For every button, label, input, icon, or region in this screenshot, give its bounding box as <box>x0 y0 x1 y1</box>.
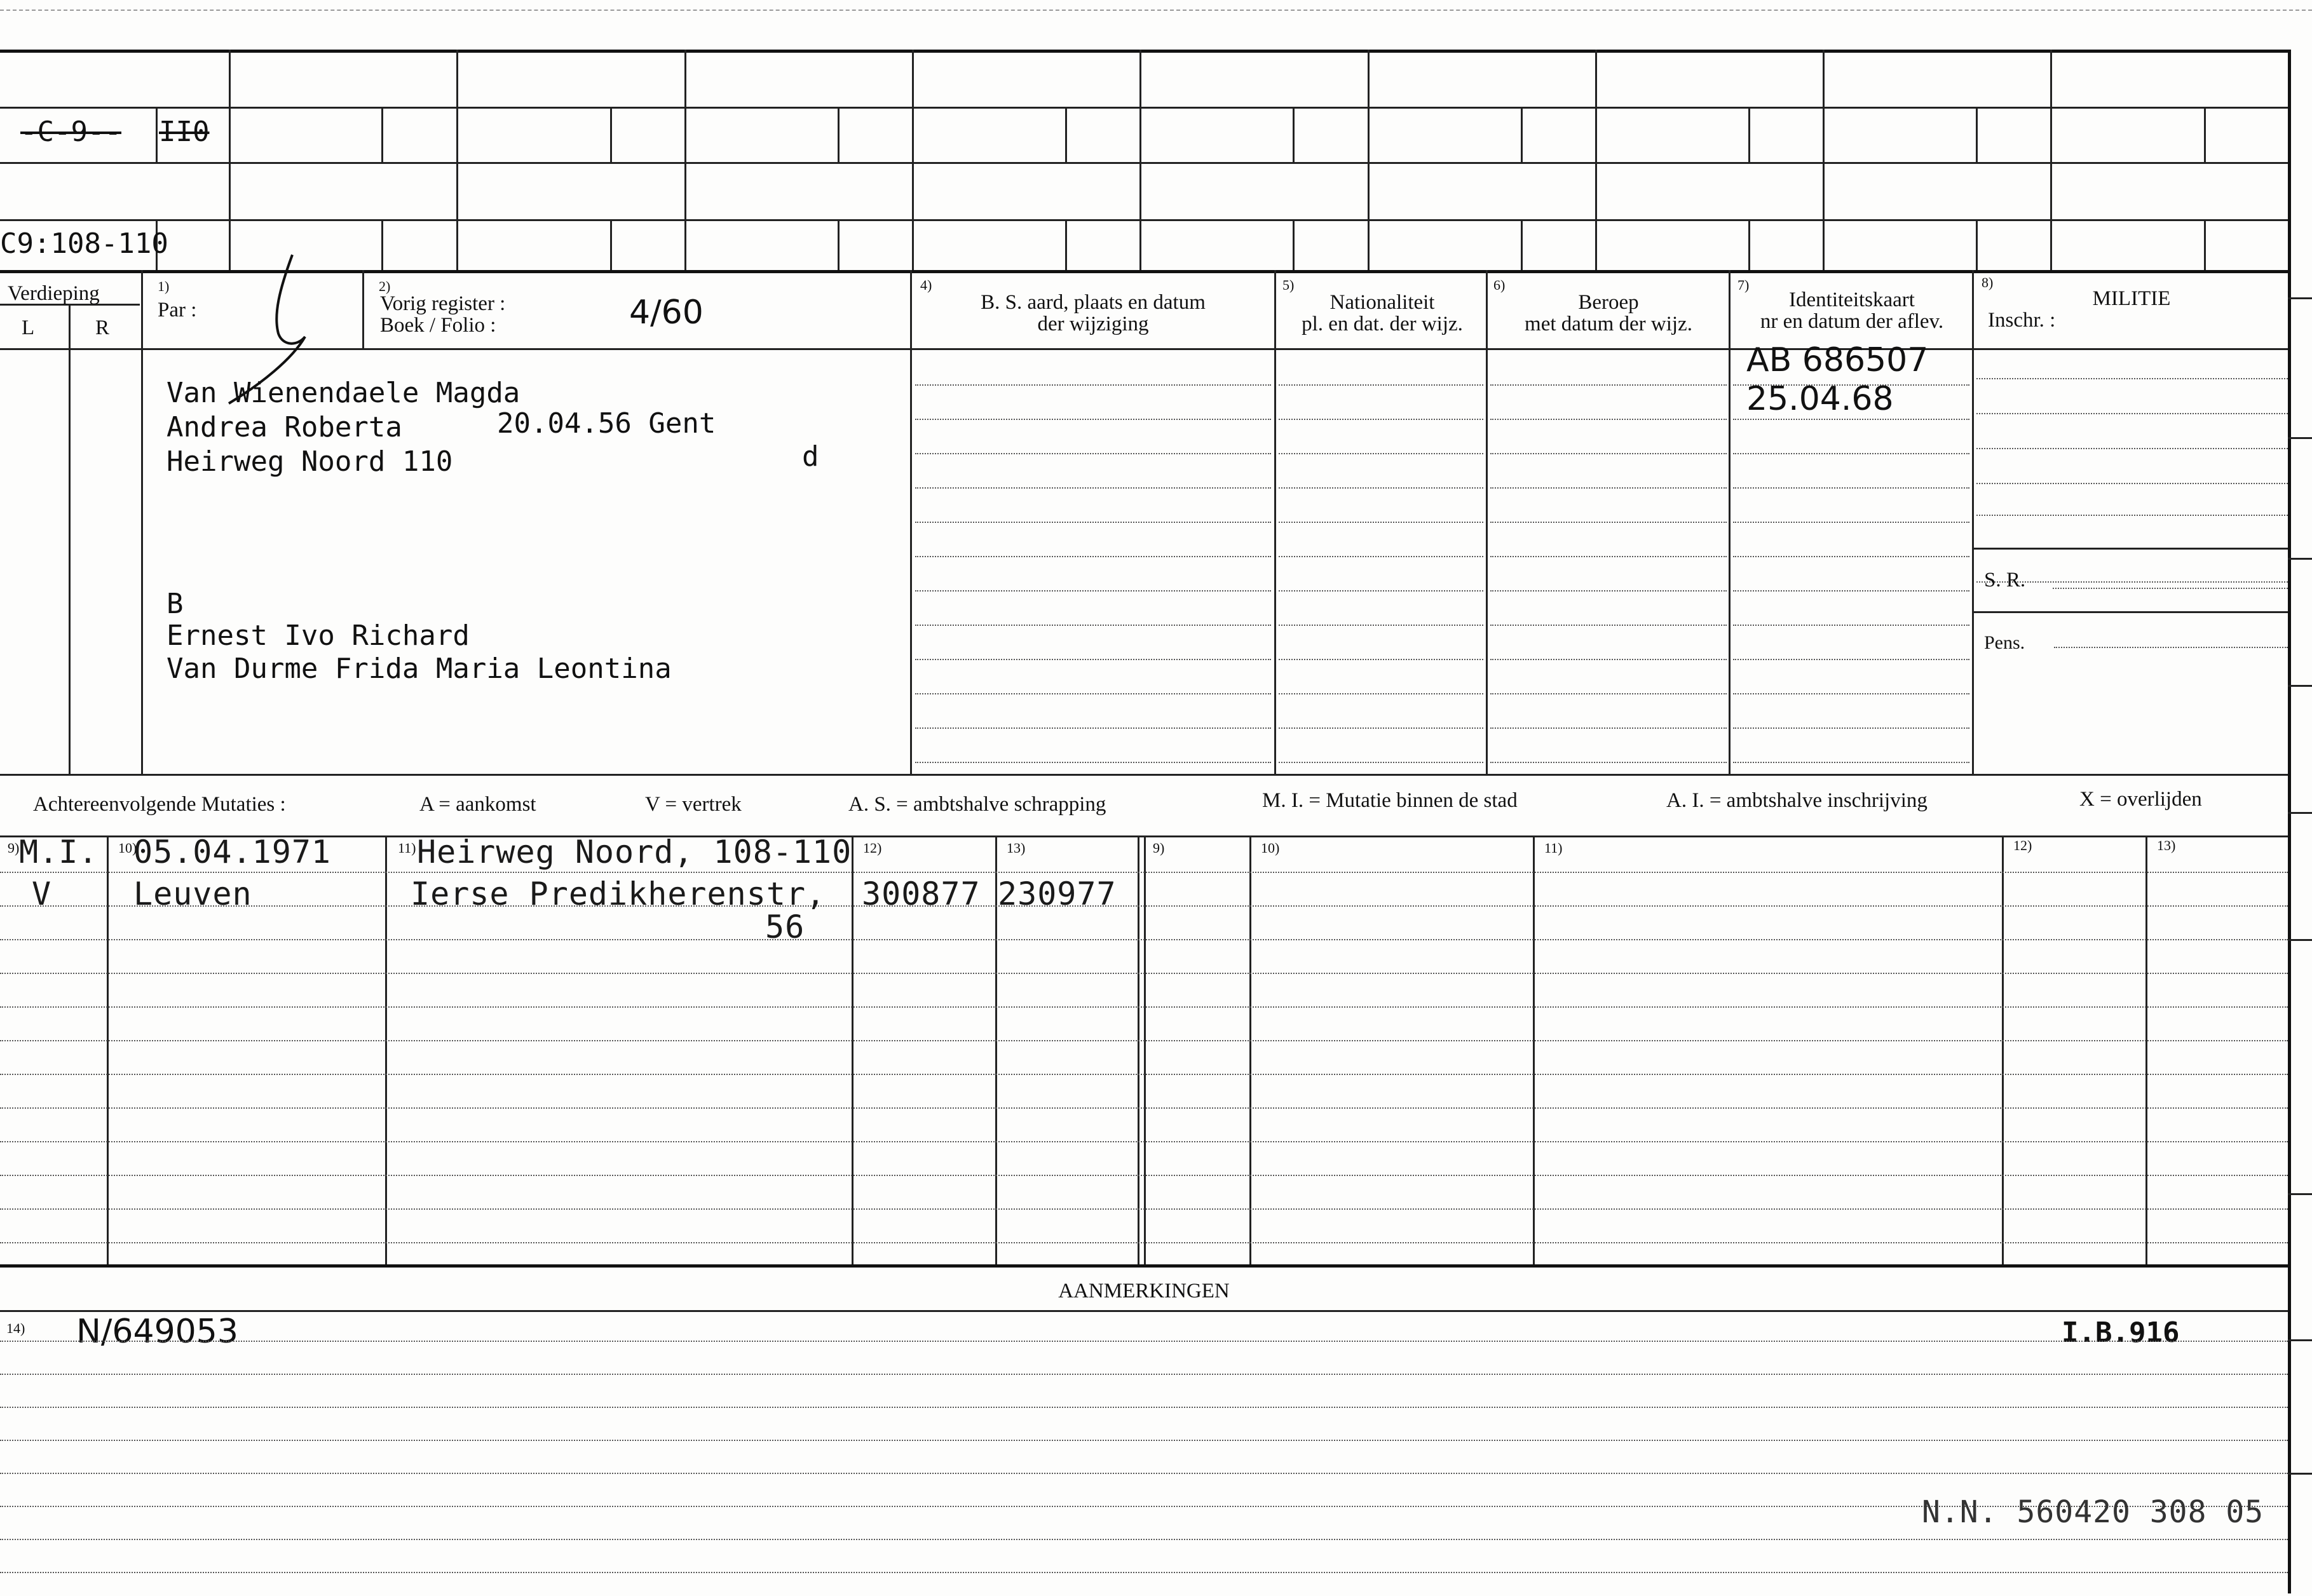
mut-col-line <box>2145 835 2147 1264</box>
militie-left <box>1972 270 1974 774</box>
nat-num: 5) <box>1282 277 1295 293</box>
dotted-rule <box>1976 448 2288 449</box>
mut-num-10b: 10) <box>1261 840 1280 856</box>
dotted-rule <box>1279 625 1483 626</box>
dotted-rule <box>0 1539 2288 1540</box>
id-card-date: 25.04.68 <box>1746 380 1894 418</box>
dotted-rule <box>915 487 1271 489</box>
dotted-rule <box>0 1374 2288 1375</box>
code-grid-minor <box>610 107 612 162</box>
mut-r2-place: Leuven <box>133 876 252 912</box>
dotted-rule <box>1490 487 1727 489</box>
dotted-rule <box>0 1407 2288 1408</box>
mutations-bottom <box>0 1264 2291 1268</box>
verdieping-right <box>141 270 143 774</box>
dotted-rule <box>0 872 2288 873</box>
code-grid-minor <box>2204 219 2206 270</box>
mut-num-9: 9) <box>8 840 20 856</box>
nat-left <box>1274 270 1276 774</box>
mut-num-12b: 12) <box>2013 837 2032 853</box>
code-grid-vline <box>1595 50 1597 270</box>
mut-col-line <box>107 835 109 1264</box>
code-grid-minor <box>2204 107 2206 162</box>
person-name-line-1: Van Wienendaele Magda <box>167 377 520 409</box>
dotted-rule <box>1976 483 2288 484</box>
mut-col-line <box>852 835 853 1264</box>
edge-mark <box>2288 1473 2312 1475</box>
dotted-rule <box>1279 419 1483 420</box>
code-grid-minor <box>1521 107 1523 162</box>
dotted-rule <box>1279 693 1483 694</box>
box-code: C9:108-110 <box>0 227 168 260</box>
code-grid-vline <box>2050 50 2052 270</box>
lr-divider <box>69 304 71 774</box>
bs-label-2: der wijziging <box>1037 313 1149 335</box>
right-border <box>2288 50 2291 1593</box>
id-label-1: Identiteitskaart <box>1789 288 1915 311</box>
dotted-rule <box>1490 556 1727 557</box>
mut-r2-col13: 230977 <box>998 876 1117 912</box>
dotted-rule <box>1279 384 1483 386</box>
dotted-rule <box>1733 625 1969 626</box>
nat-label-1: Nationaliteit <box>1329 291 1435 314</box>
code-grid-minor <box>610 219 612 270</box>
dotted-rule <box>915 453 1271 454</box>
mut-col-line <box>385 835 387 1264</box>
id-num: 7) <box>1737 277 1750 293</box>
mut-num-12: 12) <box>863 840 882 856</box>
code-grid-line <box>0 162 2288 164</box>
father-name: Ernest Ivo Richard <box>167 619 470 652</box>
verdieping-label: Verdieping <box>8 282 100 305</box>
id-label-2: nr en datum der aflev. <box>1760 310 1944 333</box>
edge-mark <box>2288 297 2312 299</box>
dotted-rule <box>1279 590 1483 592</box>
mut-num-9b: 9) <box>1153 840 1165 856</box>
legend-ai: A. I. = ambtshalve inschrijving <box>1666 789 1928 812</box>
dotted-rule <box>1279 762 1483 763</box>
mut-col-line <box>1533 835 1535 1264</box>
edge-mark <box>2288 1193 2312 1195</box>
dotted-rule <box>1733 556 1969 557</box>
person-birth: 20.04.56 Gent <box>497 407 716 440</box>
dotted-rule <box>0 1141 2288 1142</box>
dotted-rule <box>0 973 2288 974</box>
dotted-rule <box>1279 556 1483 557</box>
inschr-label: Inschr. : <box>1988 309 2056 332</box>
par-num: 1) <box>158 278 170 294</box>
id-left <box>1729 270 1731 774</box>
bs-num: 4) <box>920 277 932 293</box>
dotted-rule <box>1490 522 1727 523</box>
legend-v: V = vertrek <box>645 793 742 816</box>
boek-folio-value: 4/60 <box>629 294 704 332</box>
struck-code-number: II0 <box>159 116 210 148</box>
mother-name: Van Durme Frida Maria Leontina <box>167 653 672 685</box>
dotted-rule <box>1976 515 2288 516</box>
mut-r1-type: M.I. <box>19 834 99 870</box>
dotted-rule <box>1490 659 1727 660</box>
person-section-bottom <box>0 774 2288 776</box>
dotted-rule <box>2054 647 2288 648</box>
code-grid-minor <box>381 107 383 162</box>
scan-edge <box>0 10 2312 11</box>
remarks-left-code: N/649053 <box>76 1313 238 1351</box>
dotted-rule <box>1733 590 1969 592</box>
militie-sr-line <box>1972 548 2288 550</box>
vorig-register-label: Vorig register : <box>380 292 506 315</box>
mut-num-10: 10) <box>118 840 137 856</box>
header-bottom-line <box>0 348 2288 350</box>
dotted-rule <box>1490 419 1727 420</box>
dotted-rule <box>915 384 1271 386</box>
code-grid-minor <box>156 107 158 162</box>
person-address: Heirweg Noord 110 <box>167 445 453 478</box>
national-number: N.N. 560420 308 05 <box>1922 1494 2264 1530</box>
mut-num-13: 13) <box>1007 840 1026 856</box>
mark-b: B <box>167 588 184 620</box>
militie-num: 8) <box>1982 274 1994 290</box>
dotted-rule <box>915 727 1271 729</box>
dotted-rule <box>0 905 2288 907</box>
struck-code: -C-9-- <box>20 116 121 148</box>
beroep-label-1: Beroep <box>1578 291 1639 314</box>
r-label: R <box>95 316 110 339</box>
legend-title: Achtereenvolgende Mutaties : <box>33 793 286 816</box>
code-grid-minor <box>381 219 383 270</box>
dotted-rule <box>1976 413 2288 414</box>
code-grid-minor <box>1748 107 1750 162</box>
dotted-rule <box>1279 522 1483 523</box>
dotted-rule <box>1733 659 1969 660</box>
dotted-rule <box>0 1208 2288 1210</box>
dotted-rule <box>1976 378 2288 379</box>
dotted-rule <box>1733 693 1969 694</box>
mut-r1-date: 05.04.1971 <box>133 834 332 870</box>
legend-x: X = overlijden <box>2079 788 2202 811</box>
remarks-title: AANMERKINGEN <box>1058 1280 1230 1302</box>
dotted-rule <box>0 1175 2288 1176</box>
edge-mark <box>2288 685 2312 687</box>
par-right <box>362 270 364 348</box>
dotted-rule <box>915 762 1271 763</box>
dotted-rule <box>1490 693 1727 694</box>
dotted-rule <box>1490 590 1727 592</box>
mut-num-13b: 13) <box>2157 837 2176 853</box>
code-grid-vline <box>1139 50 1141 270</box>
mut-col-line <box>1249 835 1251 1264</box>
mut-r1-address: Heirweg Noord, 108-110 <box>417 834 852 870</box>
dotted-rule <box>1733 762 1969 763</box>
code-grid-vline <box>456 50 458 270</box>
legend-as: A. S. = ambtshalve schrapping <box>848 793 1106 816</box>
code-grid-minor <box>1065 219 1067 270</box>
edge-mark <box>2288 812 2312 814</box>
dotted-rule <box>1733 522 1969 523</box>
code-grid-minor <box>1293 107 1295 162</box>
l-label: L <box>22 316 35 339</box>
pens-label: Pens. <box>1984 632 2025 653</box>
dotted-rule <box>915 659 1271 660</box>
dotted-rule <box>915 693 1271 694</box>
nat-label-2: pl. en dat. der wijz. <box>1302 313 1463 335</box>
edge-mark <box>2288 939 2312 941</box>
dotted-rule <box>0 1440 2288 1441</box>
vorig-num: 2) <box>379 278 391 294</box>
beroep-num: 6) <box>1493 277 1506 293</box>
dotted-rule <box>0 1341 2288 1342</box>
mut-r2-type: V <box>32 876 52 912</box>
dotted-rule <box>0 1107 2288 1109</box>
mut-num-11b: 11) <box>1544 840 1563 856</box>
legend-a: A = aankomst <box>419 793 536 816</box>
code-grid-minor <box>1976 107 1978 162</box>
mark-d: d <box>802 440 819 473</box>
code-grid-minor <box>838 107 840 162</box>
beroep-label-2: met datum der wijz. <box>1525 313 1692 335</box>
code-grid-minor <box>838 219 840 270</box>
dotted-rule <box>1490 453 1727 454</box>
dotted-rule <box>0 939 2288 940</box>
dotted-rule <box>1490 727 1727 729</box>
dotted-rule <box>0 1572 2288 1573</box>
edge-mark <box>2288 437 2312 439</box>
militie-label: MILITIE <box>2092 287 2171 310</box>
dotted-rule <box>1733 453 1969 454</box>
mut-col-line <box>2002 835 2004 1264</box>
edge-mark <box>2288 1339 2312 1341</box>
mut-r2-col12: 300877 <box>862 876 981 912</box>
code-grid-minor <box>1976 219 1978 270</box>
par-label: Par : <box>158 299 197 321</box>
legend-mi: M. I. = Mutatie binnen de stad <box>1262 789 1518 812</box>
top-border <box>0 50 2291 53</box>
id-card-number: AB 686507 <box>1746 341 1929 379</box>
code-grid-line <box>0 219 2288 221</box>
code-grid-minor <box>1748 219 1750 270</box>
sr-label: S. R. <box>1984 569 2026 592</box>
dotted-rule <box>915 590 1271 592</box>
dotted-rule <box>0 1040 2288 1041</box>
dotted-rule <box>0 1006 2288 1008</box>
dotted-rule <box>1279 727 1483 729</box>
remarks-top-line <box>0 1310 2288 1312</box>
dotted-rule <box>0 1473 2288 1474</box>
dotted-rule <box>915 556 1271 557</box>
remarks-num: 14) <box>6 1320 25 1336</box>
code-grid-minor <box>1521 219 1523 270</box>
remarks-right-code: I.B.916 <box>2062 1316 2180 1349</box>
bs-left <box>910 270 912 774</box>
code-grid-vline <box>229 50 231 270</box>
mut-col-line <box>1138 835 1139 1264</box>
bs-label-1: B. S. aard, plaats en datum <box>981 291 1206 314</box>
dotted-rule <box>1490 384 1727 386</box>
dotted-rule <box>915 522 1271 523</box>
dotted-rule <box>1733 487 1969 489</box>
code-grid-bottom <box>0 270 2291 273</box>
dotted-rule <box>1490 762 1727 763</box>
code-grid-vline <box>1368 50 1370 270</box>
mut-r2-address: Ierse Predikherenstr, <box>411 876 826 912</box>
code-grid-minor <box>1065 107 1067 162</box>
edge-mark <box>2288 558 2312 560</box>
mut-r2-address-2: 56 <box>765 909 805 945</box>
militie-pens-line <box>1972 611 2288 613</box>
mut-num-11: 11) <box>398 840 416 856</box>
boek-folio-label: Boek / Folio : <box>380 314 496 337</box>
dotted-rule <box>0 1074 2288 1075</box>
dotted-rule <box>1279 487 1483 489</box>
code-grid-minor <box>1293 219 1295 270</box>
beroep-left <box>1486 270 1488 774</box>
mut-col-line <box>995 835 997 1264</box>
dotted-rule <box>2053 588 2288 589</box>
code-grid-vline <box>684 50 686 270</box>
dotted-rule <box>1490 625 1727 626</box>
code-grid-vline <box>912 50 914 270</box>
dotted-rule <box>915 625 1271 626</box>
person-name-line-2: Andrea Roberta <box>167 411 402 443</box>
code-grid-line <box>0 107 2288 109</box>
mut-col-line <box>1144 835 1146 1264</box>
dotted-rule <box>0 1242 2288 1243</box>
dotted-rule <box>1279 453 1483 454</box>
code-grid-vline <box>1823 50 1825 270</box>
dotted-rule <box>1733 727 1969 729</box>
dotted-rule <box>915 419 1271 420</box>
dotted-rule <box>1279 659 1483 660</box>
dotted-rule <box>1733 419 1969 420</box>
